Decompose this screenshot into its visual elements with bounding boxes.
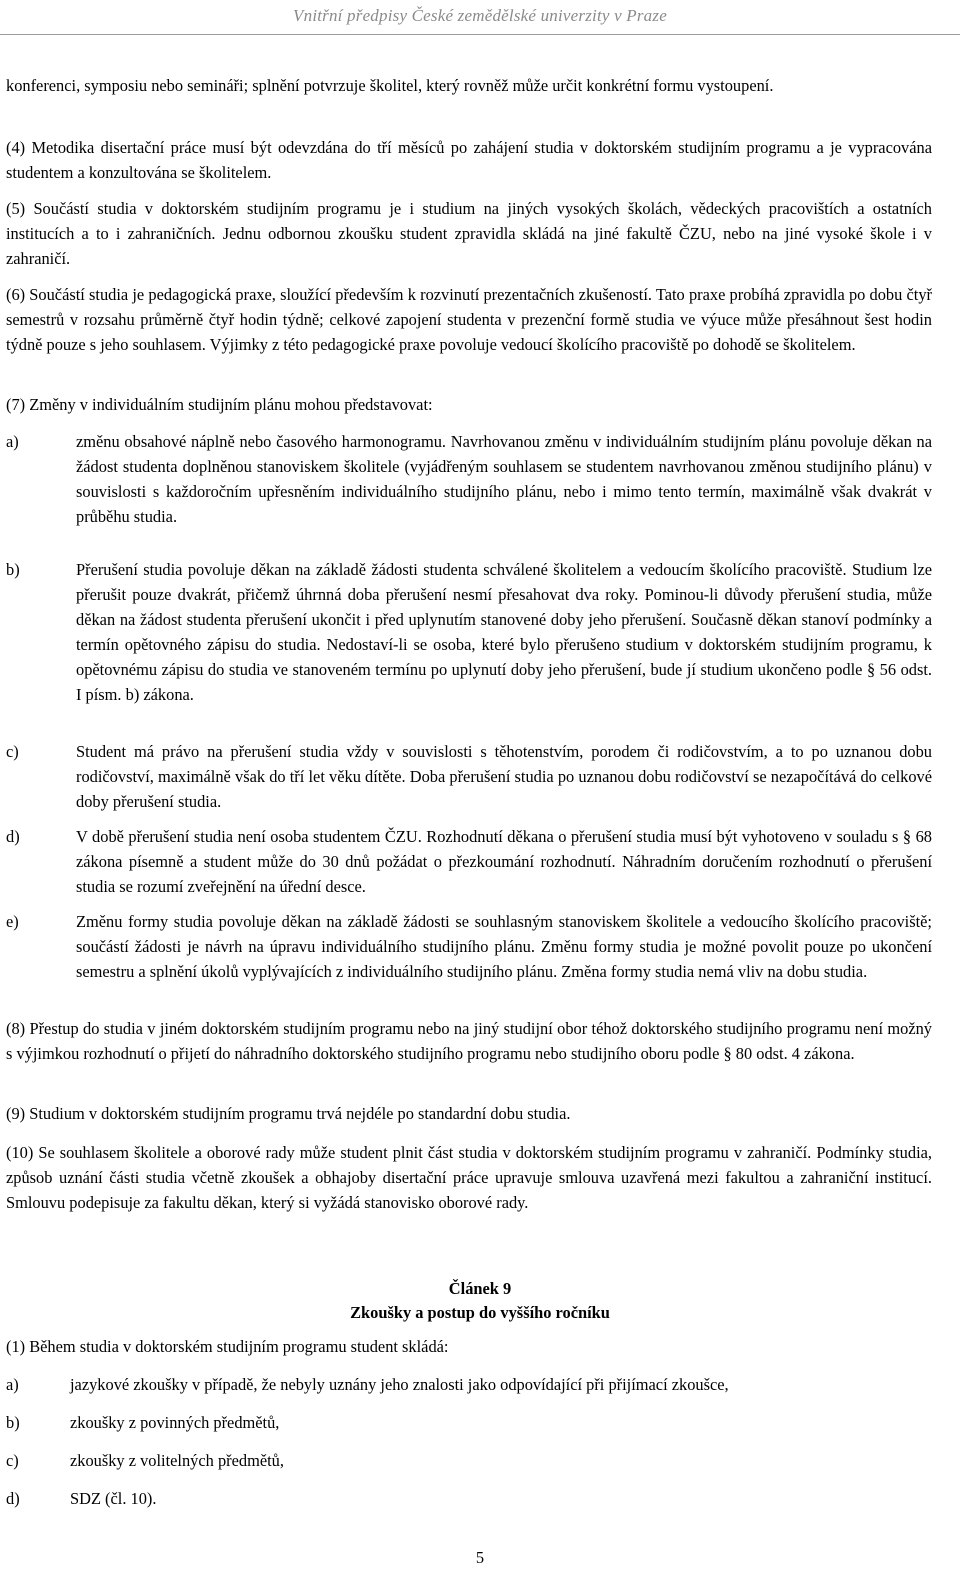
running-header: Vnitřní předpisy České zemědělské univerzity v Praze	[293, 6, 667, 25]
list-label: a)	[6, 432, 19, 451]
list-label: a)	[6, 1375, 19, 1394]
list-label: b)	[6, 1413, 20, 1432]
list-text: V době přerušení studia není osoba studentem ČZU. Rozhodnutí děkana o přerušení studia musí být vyhotoveno v souladu s § 68 zákona písemně a student může do 30 dnů požádat o přezkoumání rozhodnutí. Náhradním doručením rozhodnutí o přerušení studia se rozumí zveřejnění na úřední desce.	[76, 827, 932, 896]
list-label: c)	[6, 1451, 19, 1470]
list-label: b)	[6, 560, 20, 579]
list-text: zkoušky z volitelných předmětů,	[70, 1451, 284, 1470]
continuation-paragraph: konferenci, symposiu nebo semináři; splnění potvrzuje školitel, který rovněž může určit konkrétní formu vystoupení.	[6, 76, 774, 95]
list-text: SDZ (čl. 10).	[70, 1489, 157, 1508]
paragraph-8: (8) Přestup do studia v jiném doktorském studijním programu nebo na jiný studijní obor téhož doktorského studijního programu není možný s výjimkou rozhodnutí o přijetí do náhradního doktorského studijního programu nebo studijního oboru podle § 80 odst. 4 zákona.	[6, 1019, 932, 1063]
paragraph-5: (5) Součástí studia v doktorském studijním programu je i studium na jiných vysokých školách, vědeckých pracovištích a ostatních institucích a to i zahraničních. Jednu odbornou zkoušku student zpravidla skládá na jiné fakultě ČZU, nebo na jiné vysoké škole i v zahraničí.	[6, 199, 932, 268]
paragraph-7-intro: (7) Změny v individuálním studijním plánu mohou představovat:	[6, 395, 433, 414]
paragraph-6: (6) Součástí studia je pedagogická praxe, sloužící především k rozvinutí prezentačních zkušeností. Tato praxe probíhá zpravidla po dobu čtyř semestrů v rozsahu průměrně čtyř hodin týdně; celkové zapojení studenta v prezenční formě studia ve výuce může přesáhnout šest hodin týdně pouze s jeho souhlasem. Výjimky z této pedagogické praxe povoluje vedoucí školícího pracoviště po dohodě se školitelem.	[6, 285, 932, 354]
paragraph-9: (9) Studium v doktorském studijním programu trvá nejdéle po standardní dobu studia.	[6, 1104, 571, 1123]
list-label: d)	[6, 827, 20, 846]
list-text: Změnu formy studia povoluje děkan na základě žádosti se souhlasným stanoviskem školitele a vedoucího školícího pracoviště; součástí žádosti je návrh na úpravu individuálního studijního plánu. Změnu formy studia je možné povolit pouze po ukončení semestru a splnění úkolů vyplývajících z individuálního studijního plánu. Změna formy studia nemá vliv na dobu studia.	[76, 912, 932, 981]
list-text: změnu obsahové náplně nebo časového harmonogramu. Navrhovanou změnu v individuálním studijním plánu povoluje děkan na žádost studenta doplněnou stanoviskem školitele (vyjádřeným souhlasem se studentem navrhovanou změnou studijního plánu) v souvislosti s každoročním upřesněním individuálního studijního plánu, nebo i mimo tento termín, maximálně však dvakrát v průběhu studia.	[76, 432, 932, 526]
page-number: 5	[475, 1548, 485, 1567]
article-title: Zkoušky a postup do vyššího ročníku	[350, 1303, 610, 1322]
list-label: e)	[6, 912, 19, 931]
list-text: Student má právo na přerušení studia vždy v souvislosti s těhotenstvím, porodem či rodičovstvím, a to po uznanou dobu rodičovství, maximálně však do tří let věku dítěte. Doba přerušení studia po uznanou dobu rodičovství se nezapočítává do celkové doby přerušení studia.	[76, 742, 932, 811]
list-text: jazykové zkoušky v případě, že nebyly uznány jeho znalosti jako odpovídající při přijímací zkoušce,	[70, 1375, 729, 1394]
header-divider	[0, 34, 960, 35]
article-number: Článek 9	[448, 1279, 512, 1298]
list-label: c)	[6, 742, 19, 761]
list-label: d)	[6, 1489, 20, 1508]
list-text: Přerušení studia povoluje děkan na základě žádosti studenta schválené školitelem a vedoucím školícího pracoviště. Studium lze přerušit pouze dvakrát, přičemž úhrnná doba přerušení nesmí přesahovat dva roky. Pominou-li důvody přerušení studia, může děkan na žádost studenta přerušení ukončit i před uplynutím stanovené doby jeho přerušení. Současně děkan stanoví podmínky a termín opětovného zápisu do studia. Nedostaví-li se osoba, které bylo přerušeno studium v doktorském studijním programu, k opětovnému zápisu do studia ve stanoveném termínu po uplynutí doby jeho přerušení, bude jí studium ukončeno podle § 56 odst. I písm. b) zákona.	[76, 560, 932, 704]
list-text: zkoušky z povinných předmětů,	[70, 1413, 280, 1432]
paragraph-4: (4) Metodika disertační práce musí být odevzdána do tří měsíců po zahájení studia v doktorském studijním programu a je vypracována studentem a konzultována se školitelem.	[6, 138, 932, 182]
article9-paragraph-1-intro: (1) Během studia v doktorském studijním programu student skládá:	[6, 1337, 449, 1356]
paragraph-10: (10) Se souhlasem školitele a oborové rady může student plnit část studia v doktorském studijním programu v zahraničí. Podmínky studia, způsob uznání části studia včetně zkoušek a obhajoby disertační práce upravuje smlouva uzavřená mezi fakultou a zahraniční institucí. Smlouvu podepisuje za fakultu děkan, který si vyžádá stanovisko oborové rady.	[6, 1143, 932, 1212]
